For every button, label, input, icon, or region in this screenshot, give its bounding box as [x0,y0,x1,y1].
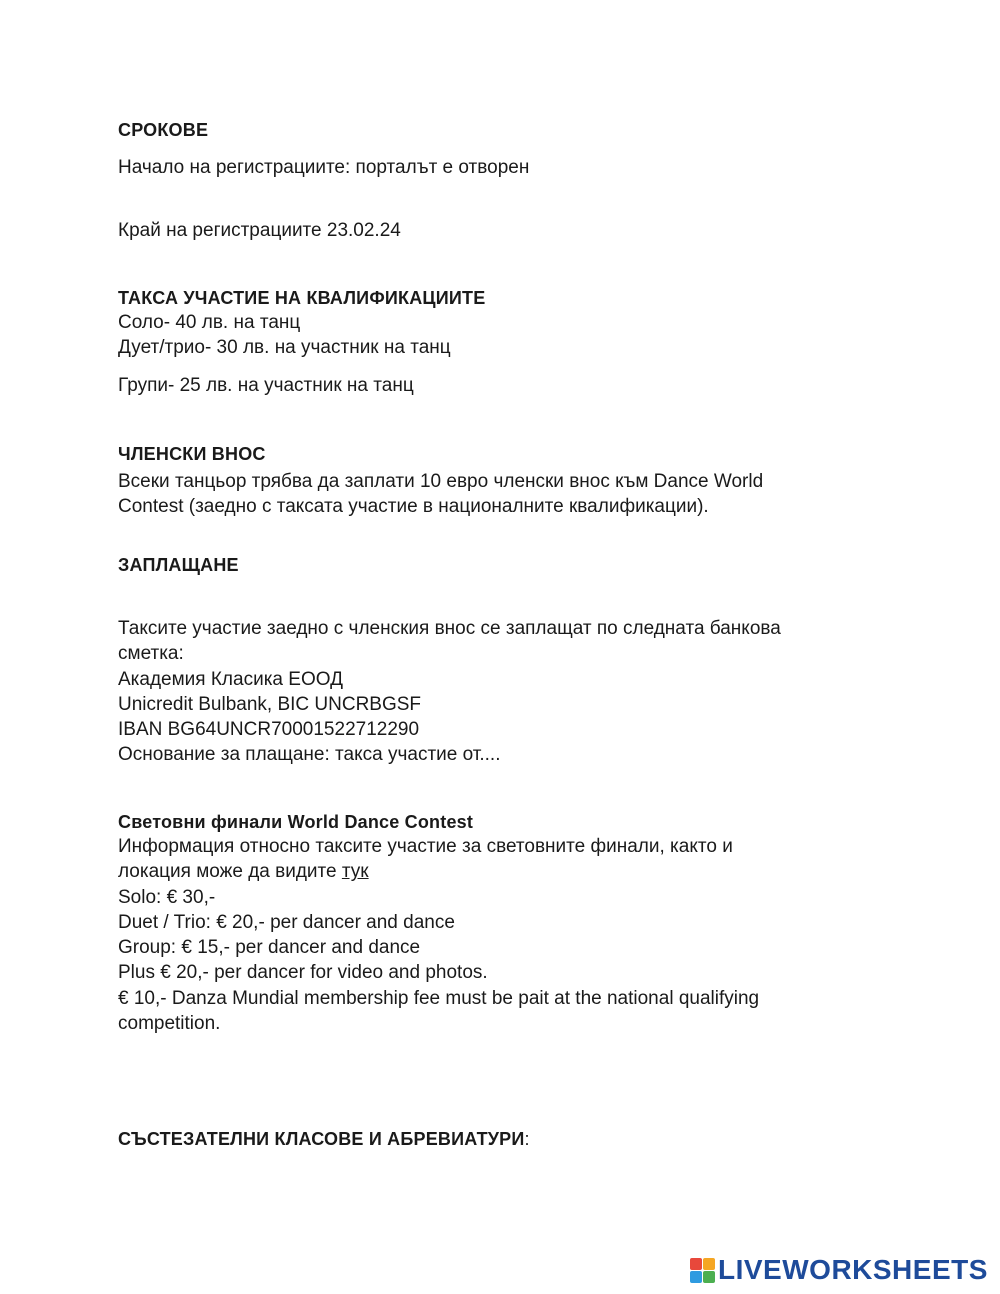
finals-duet: Duet / Trio: € 20,- per dancer and dance [118,911,455,933]
finals-info-line [118,859,759,884]
payment-line: Таксите участие заедно с членския внос се заплащат по следната банкова [118,618,781,639]
payment-company: Академия Класика ЕООД [118,668,343,690]
finals-heading: Световни финали World Dance Contest [118,812,474,832]
liveworksheets-logo-text: LIVEWORKSHEETS [718,1254,988,1285]
membership-heading: ЧЛЕНСКИ ВНОС [118,444,266,464]
classes-heading-text: СЪСТЕЗАТЕЛНИ КЛАСОВЕ И АБРЕВИАТУРИ [118,1129,525,1149]
fee-solo: Соло- 40 лв. на танц [118,312,301,333]
fees-heading: ТАКСА УЧАСТИЕ НА КВАЛИФИКАЦИИТЕ [118,288,486,308]
liveworksheets-logo[interactable] [690,1254,988,1286]
membership-text [118,469,763,520]
membership-line: Всеки танцьор трябва да заплати 10 евро членски внос към Dance World [118,471,764,492]
registration-end: Край на регистрациите 23.02.24 [118,220,401,241]
classes-heading-colon: : [524,1129,530,1149]
finals-details [118,834,759,1036]
finals-fee: competition. [118,1013,221,1035]
logo-square [703,1271,715,1283]
finals-solo: Solo: € 30,- [118,886,216,908]
deadlines-heading: СРОКОВЕ [118,120,209,140]
finals-info-prefix: локация може да видите [118,861,342,883]
logo-square [690,1271,702,1283]
membership-line: Contest (заедно с таксата участие в националните квалификации). [118,496,709,518]
liveworksheets-logo-icon [690,1258,714,1282]
payment-heading: ЗАПЛАЩАНЕ [118,555,239,575]
payment-line: сметка: [118,643,184,665]
logo-square [703,1258,715,1270]
classes-heading [118,1129,530,1150]
finals-link[interactable]: тук [341,861,369,883]
payment-iban: IBAN BG64UNCR70001522712290 [118,719,420,741]
fee-duet: Дует/трио- 30 лв. на участник на танц [118,337,451,359]
logo-square [690,1258,702,1270]
payment-details [118,616,781,768]
payment-bank: Unicredit Bulbank, BIC UNCRBGSF [118,693,422,715]
payment-reason: Основание за плащане: такса участие от.... [118,744,501,766]
fee-groups: Групи- 25 лв. на участник на танц [118,375,414,396]
finals-video: Plus € 20,- per dancer for video and photos. [118,962,488,984]
registration-start: Начало на регистрациите: порталът е отворен [118,157,530,178]
fees-list [118,310,451,361]
finals-fee: € 10,- Danza Mundial membership fee must be pait at the national qualifying [118,987,760,1009]
finals-group: Group: € 15,- per dancer and dance [118,937,421,959]
finals-info-line: Информация относно таксите участие за световните финали, както и [118,836,733,857]
